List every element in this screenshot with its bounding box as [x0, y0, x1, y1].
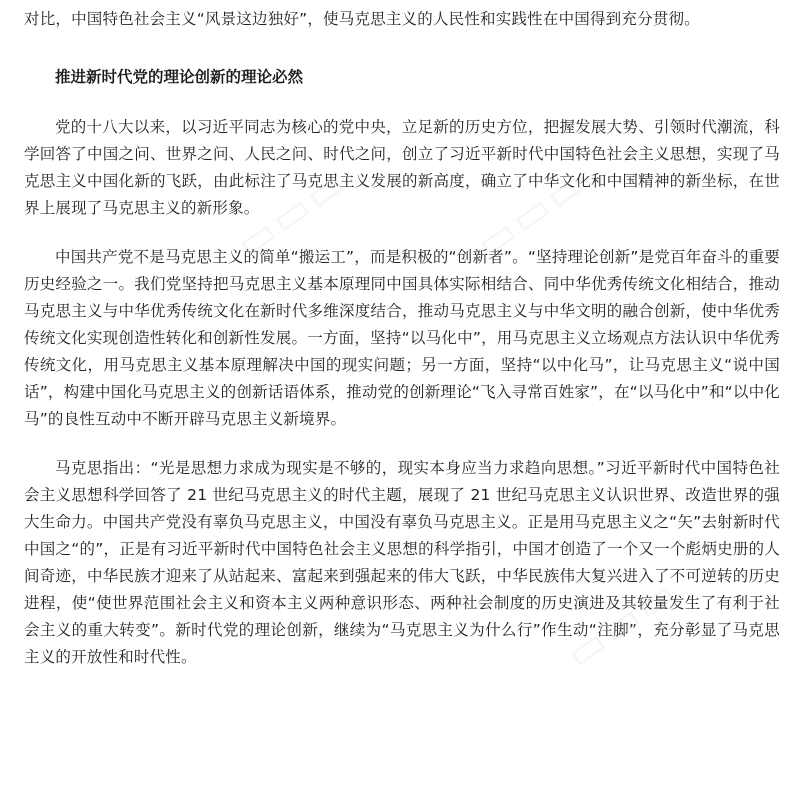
body-paragraph-1: 党的十八大以来，以习近平同志为核心的党中央，立足新的历史方位，把握发展大势、引领时代潮流，科学回答了中国之问、世界之问、人民之问、时代之问，创立了习近平新时代中国特色社会主义思想，实现了马克思主义中国化新的飞跃，由此标注了马克思主义发展的新高度，确立了中华文化和中国精神的新坐标，在世界上展现了马克思主义的新形象。 [24, 118, 780, 217]
watermark-mark: ▭▭▭ [558, 568, 688, 678]
watermark-mark: ▭▭▭ [468, 158, 598, 268]
document-page [24, 0, 780, 671]
body-paragraph-2: 中国共产党不是马克思主义的简单“搬运工”，而是积极的“创新者”。“坚持理论创新”是党百年奋斗的重要历史经验之一。我们党坚持把马克思主义基本原理同中国具体实际相结合、同中华优秀传统文化相结合，推动马克思主义与中华优秀传统文化在新时代多维深度结合，推动马克思主义与中华文明的融合创新，使中华优秀传统文化实现创造性转化和创新性发展。一方面，坚持“以马化中”，用马克思主义立场观点方法认识中华优秀传统文化，用马克思主义基本原理解决中国的现实问题；另一方面，坚持“以中化马”，让马克思主义“说中国话”，构建中国化马克思主义的创新话语体系，推动党的创新理论“飞入寻常百姓家”，在“以马化中”和“以中化马”的良性互动中不断开辟马克思主义新境界。 [24, 248, 780, 428]
body-paragraph-3: 马克思指出：“光是思想力求成为现实是不够的，现实本身应当力求趋向思想。”习近平新时代中国特色社会主义思想科学回答了 21 世纪马克思主义的时代主题，展现了 21 世纪马克思主义认识世界、改造世界的强大生命力。中国共产党没有辜负马克思主义，中国没有辜负马克思主义。正是用马克思主义之“矢”去射新时代中国之“的”，正是有习近平新时代中国特色社会主义思想的科学指引，中国才创造了一个又一个彪炳史册的人间奇迹，中华民族才迎来了从站起来、富起来到强起来的伟大飞跃，中华民族伟大复兴进入了不可逆转的历史进程，使“使世界范围社会主义和资本主义两种意识形态、两种社会制度的历史演进及其较量发生了有利于社会主义的重大转变”。新时代党的理论创新，继续为“马克思主义为什么行”作生动“注脚”，充分彰显了马克思主义的开放性和时代性。 [24, 459, 780, 666]
section-heading: 推进新时代党的理论创新的理论必然 [55, 68, 304, 86]
intro-paragraph-tail: 对比，中国特色社会主义“风景这边独好”，使马克思主义的人民性和实践性在中国得到充分贯彻。 [24, 10, 700, 28]
watermark-mark: ▭▭▭ [228, 158, 358, 268]
